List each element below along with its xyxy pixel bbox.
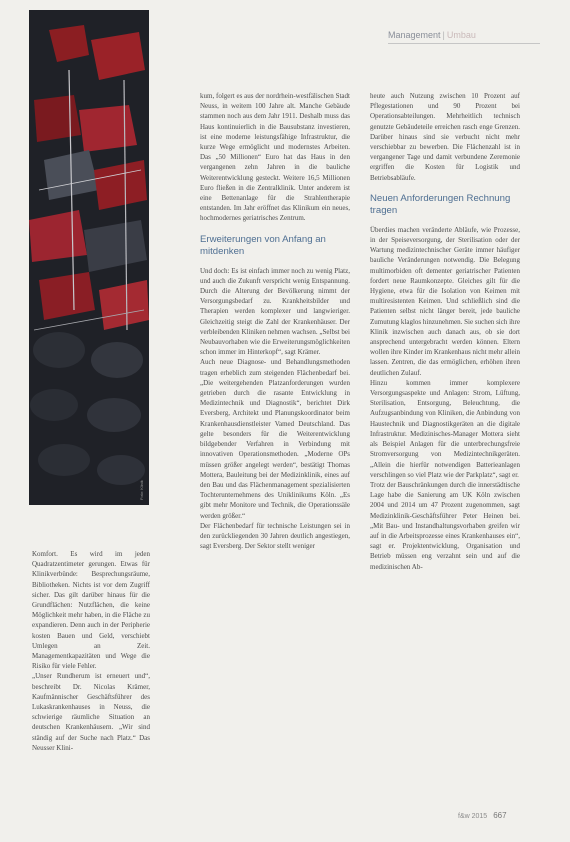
subheading: Erweiterungen von Anfang an mitdenken bbox=[200, 233, 326, 257]
paragraph: Komfort. Es wird im jeden Quadratzentimeter gerungen. Etwas für Klinikverbünde: Besprechungsräume, Bibliotheken. Nichts ist vor dem Zugriff sicher. Das gilt darüber hinaus für die Grundflächen: Nutzflächen, die keine Möglichkeit mehr haben, in die Fläche zu expandieren. Denn auch in der Peripherie kosten Bauen und Geld, verschiebt Umlegen an Zeit. Managementkapazitäten und Wege die Risiko für viele Fehler. bbox=[32, 550, 150, 671]
column-1 bbox=[32, 549, 150, 753]
paragraph: Der Flächenbedarf für technische Leistungen sei in den zurückliegenden 30 Jahren deutlich angestiegen, sagt Eversberg. Der Sektor stellt weniger bbox=[200, 521, 350, 551]
section-label: Management bbox=[388, 30, 441, 40]
paragraph: Auch neue Diagnose- und Behandlungsmethoden tragen erheblich zum steigenden Flächenbedarf bei. „Die weitergehenden Platzanforderungen wurden getrieben durch die rasante Entwicklung in Medizintechnik und Diagnostik“, berichtet Dirk Eversberg, Architekt und Planungskoordinator beim Krankenhausdienstleister Vamed Deutschland. Das gelte besonders für die Weiterentwicklung bildgebender Verfahren in Verbindung mit innovativen Operationsmethoden. „Moderne OPs müssen größer angelegt werden“, bestätigt Thomas Mottera, Bauleitung bei der Medizinklinik, eines auf den Bau und das Flächenmanagement spezialisierten Tochterunternehmens des Uniklinikums Köln. „Es gibt mehr Monitore und Technik, die Operationssäle werden größer.“ bbox=[200, 358, 350, 520]
paragraph: kum, folgert es aus der nordrhein-westfälischen Stadt Neuss, in weitem 100 Jahre alt. Manche Gebäude stammen noch aus dem Jahr 1911. Deshalb muss das Haus kontinuierlich in die Bausubstanz investieren, ist eine moderne leistungsfähige Infrastruktur, die kurze Wege ermöglicht und modernstes Arbeiten. Das „50 Millionen“ Euro hat das Haus in den vergangenen zehn Jahren in die bauliche Weiterentwicklung gesteckt. Weitere 16,5 Millionen Euro fließen in die Zentralklinik. Unter anderem ist eine Bettenanlage für die Strahlentherapie entstanden. Im Jahr eröffnet das Klinikum ein neues, hochmodernes geriatrisches Zentrum. bbox=[200, 92, 350, 223]
photo-credit: Foto: Klinik bbox=[139, 480, 144, 500]
page-number: 667 bbox=[493, 811, 507, 820]
hospital-beds-photo bbox=[29, 10, 149, 505]
paragraph: Überdies machen veränderte Abläufe, wie Prozesse, in der Speiseversorgung, der Sterilisation oder der Wartung medizintechnischer Geräte immer häufiger bauliche Veränderungen notwendig. Die Belegung multimorbiden oft dementer geriatrischer Patienten fordert neue Raumkonzepte. Gleiches gilt für die Hygiene, etwa für die Isolation von Keimen mit multiresistenten Keimen. Und schließlich sind die Patienten selbst nicht länger bereit, jede bauliche Zumutung klaglos hinzunehmen. Sie suchen sich ihre Klinik inzwischen auch danach aus, ob sie dort ansprechend untergebracht werden können. Eltern wollen ihre Kinder im Krankenhaus nicht mehr allein lassen. Zentren, die das ermöglichen, erhöhen ihren deutlichen Zulauf. bbox=[370, 225, 520, 377]
paragraph: Und doch: Es ist einfach immer noch zu wenig Platz, und auch die Zukunft verspricht wenig Entspannung. Durch die Alterung der Bevölkerung nimmt der Versorgungsbedarf zu. Krankheitsbilder und Therapien werden komplexer und langwieriger. Gleichzeitig steigt die Zahl der Krankenhäuser. Der verbleibenden Kliniken nehmen wachsen. „Selbst bei Neubauvorhaben wie die Erweiterungsmöglichkeiten schon immer im Hinterkopf“, sagt Krämer. bbox=[200, 266, 350, 357]
column-3 bbox=[370, 91, 520, 572]
header-rule bbox=[388, 43, 540, 44]
paragraph: heute auch Nutzung zwischen 10 Prozent auf Pflegestationen und 90 Prozent bei Operationsabteilungen. Mehrheitlich technisch genutzte Gebäudeteile erreichen rasch enge Grenzen. Darüber hinaus sind sie verbucht nicht mehr verschiebbar zu bewerben. Die Flächenzahl ist in vergangener Tage und damit verbundene Zeremonie ergriffen die Kosten für Logistik und Betriebsabläufe. bbox=[370, 92, 520, 182]
paragraph: Hinzu kommen immer komplexere Versorgungsaspekte und Anlagen: Strom, Lüftung, Sterilisation, Entsorgung, Beleuchtung, die Aufzugsanbindung von Kliniken, die Anbindung von Haustechnik und Diagnostikgeräten an die digitale Infrastruktur. Medizinisches-Manager Mottera sieht als Beispiel Anlagen für die unterbrechungsfreie Stromversorgung von Medizintechnikgeräten. „Allein die hierfür notwendigen Batterieanlagen verschlingen so viel Platz wie der Parkplatz“, sagt er. bbox=[370, 378, 520, 479]
column-2 bbox=[200, 91, 350, 551]
header-separator: | bbox=[442, 30, 445, 40]
rubric-label: Umbau bbox=[446, 30, 476, 40]
page-header bbox=[388, 30, 538, 40]
subheading: Neuen Anforderungen Rechnung tragen bbox=[370, 192, 511, 216]
paragraph: „Unser Rundherum ist erneuert und“, beschreibt Dr. Nicolas Krämer, Kaufmännischer Geschäftsführer des Lukaskrankenhauses in Neuss, die schwierige räumliche Situation an deutschen Krankenhäusern. „Wir sind ständig auf der Suche nach Platz.“ Das Neusser Klini- bbox=[32, 672, 150, 752]
magazine-name: f&w 2015 bbox=[458, 813, 488, 820]
paragraph: Trotz der Bauschränkungen durch die innerstädtische Lage habe die Sanierung am UK Köln zwischen 2004 und 2014 um 47 Prozent zugenommen, sagt Medizinklinik-Geschäftsführer Peter Heinen bei. „Mit Bau- und Instandhaltungsvorhaben greifen wir auf in die Arbeitsprozesse eines Krankenhauses ein“, sagt er. Projektentwicklung, Organisation und Betrieb müssen eng verzahnt sein und auf die medizinischen Ab- bbox=[370, 480, 520, 571]
page-footer bbox=[458, 811, 507, 820]
